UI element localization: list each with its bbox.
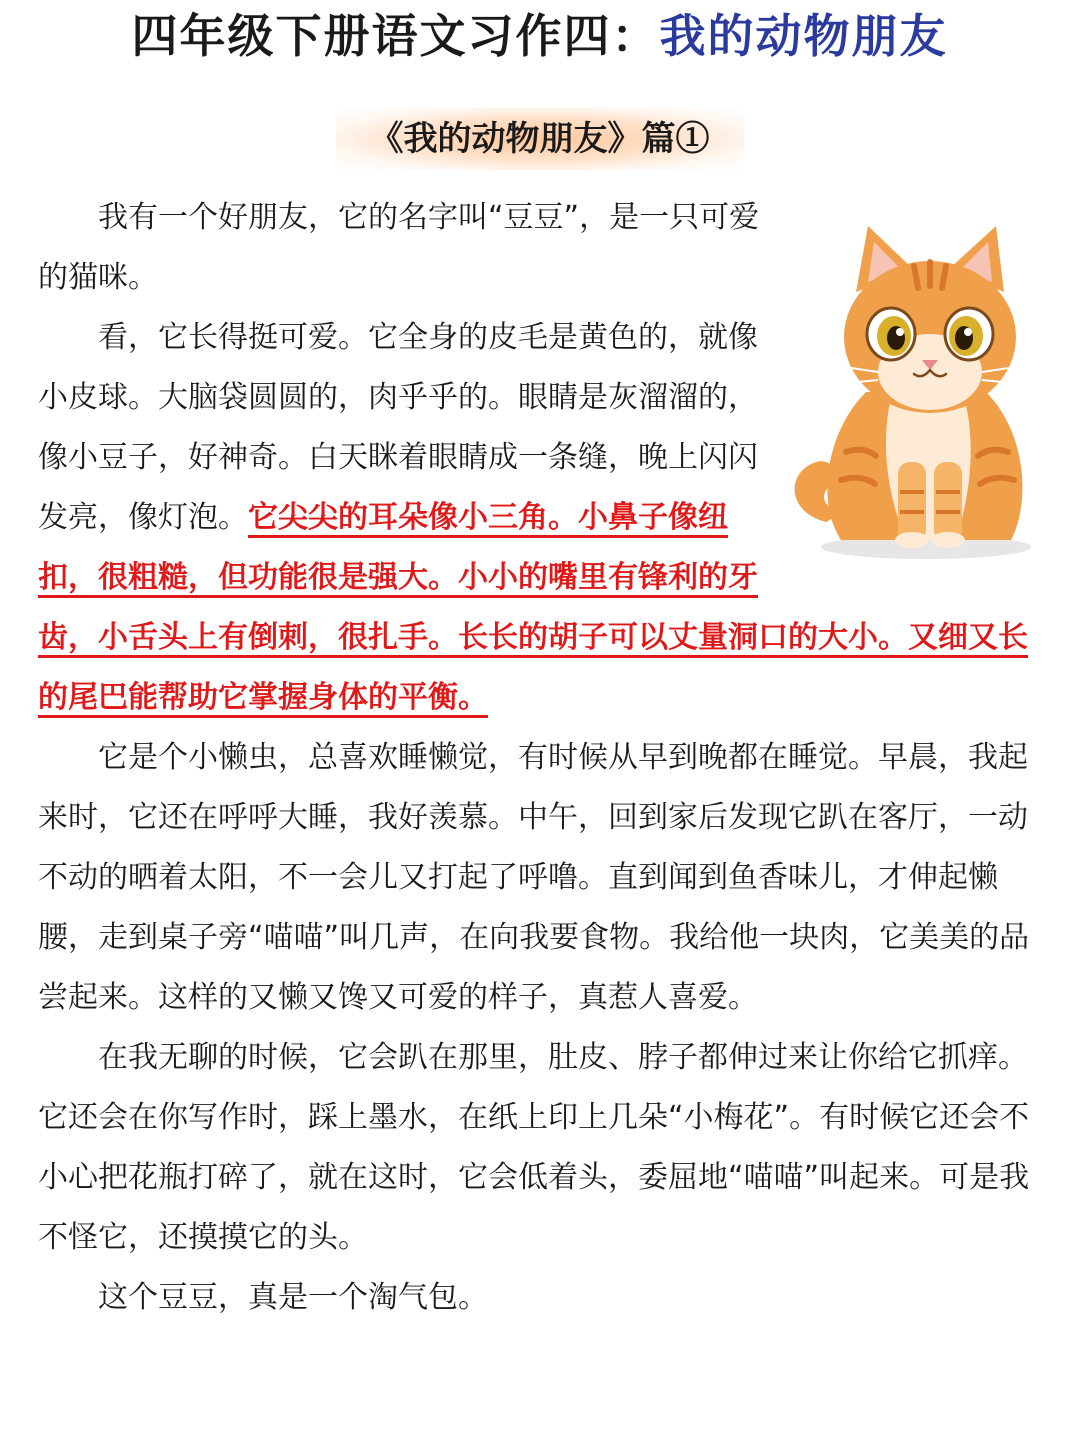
title-highlight: 我的动物朋友 [659,9,948,63]
essay-subtitle: 《我的动物朋友》篇① [336,108,744,170]
subtitle-row [0,108,1079,170]
illustration-spacer [762,188,1042,560]
paragraph-5: 这个豆豆，真是一个淘气包。 [98,1280,488,1315]
title-prefix: 四年级下册语文习作四： [131,9,660,63]
main-title [0,4,1079,68]
paragraph-2-plain: 看，它长得挺可爱。它全身的皮毛是黄色的，就像小皮球。大脑袋圆圆的，肉乎乎的。眼睛是灰溜溜的，像小豆子，好神奇。白天眯着眼睛成一条缝，晚上闪闪发亮，像灯泡。 [38,320,758,535]
paragraph-4: 在我无聊的时候，它会趴在那里，肚皮、脖子都伸过来让你给它抓痒。它还会在你写作时，踩上墨水，在纸上印上几朵“小梅花”。有时候它还会不小心把花瓶打碎了，就在这时，它会低着头，委屈地“喵喵”叫起来。可是我不怪它，还摸摸它的头。 [38,1040,1030,1255]
essay-body [38,188,1042,1328]
paragraph-3: 它是个小懒虫，总喜欢睡懒觉，有时候从早到晚都在睡觉。早晨，我起来时，它还在呼呼大睡，我好羡慕。中午，回到家后发现它趴在客厅，一动不动的晒着太阳，不一会儿又打起了呼噜。直到闻到鱼香味儿，才伸起懒腰，走到桌子旁“喵喵”叫几声，在向我要食物。我给他一块肉，它美美的品尝起来。这样的又懒又馋又可爱的样子，真惹人喜爱。 [38,740,1030,1015]
paragraph-2-highlight: 它尖尖的耳朵像小三角。小鼻子像纽扣，很粗糙，但功能很是强大。小小的嘴里有锋利的牙齿，小舌头上有倒刺，很扎手。长长的胡子可以丈量洞口的大小。又细又长的尾巴能帮助它掌握身体的平衡。 [38,500,1028,715]
paragraph-1: 我有一个好朋友，它的名字叫“豆豆”，是一只可爱的猫咪。 [38,200,760,295]
